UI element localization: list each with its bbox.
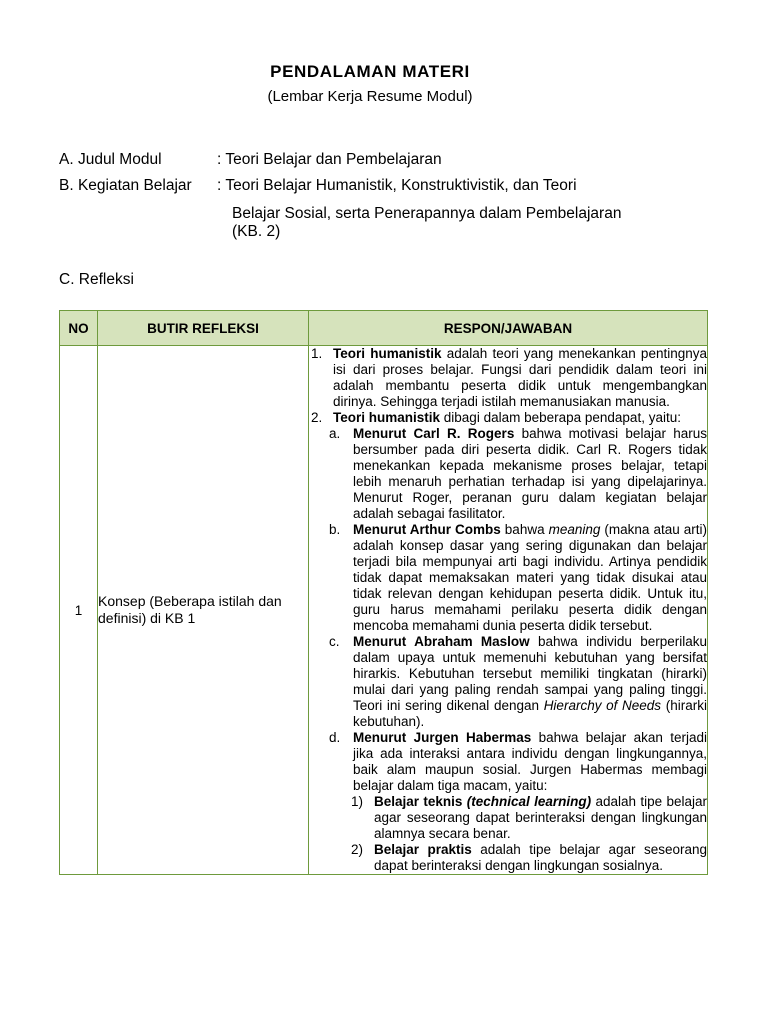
subpoint-b-combs — [309, 522, 707, 634]
subpoint-a-rogers — [309, 426, 707, 522]
term-bold: Menurut Abraham Maslow — [353, 634, 530, 649]
list-marker: b. — [329, 522, 341, 537]
document-title: PENDALAMAN MATERI — [270, 62, 470, 81]
list-marker: c. — [329, 634, 340, 649]
term-bold: Teori humanistik — [333, 410, 441, 425]
module-title-row — [59, 151, 442, 169]
term-bold: Belajar teknis — [374, 794, 463, 809]
response-cell — [309, 346, 708, 875]
section-reflection-heading: C. Refleksi — [59, 271, 134, 288]
point-text: bahwa individu berperilaku dalam upaya untuk memenuhi kebutuhan yang bersifat hirarkis. Kebutuhan tersebut memiliki tingkatan (hirarki) mulai dari yang paling rendah sampai yang paling tinggi. Teori ini sering dikenal dengan — [353, 634, 707, 713]
point-text: adalah tipe belajar agar seseorang dapat berinteraksi dengan lingkungan alamnya secara benar. — [374, 794, 707, 841]
point-text: adalah teori yang menekankan pentingnya isi dari proses belajar. Fungsi dari pendidik dalam teori ini adalah membantu peserta didik untuk mengembangkan dirinya. Sehingga terjadi istilah memanusiakan manusia. — [333, 346, 707, 409]
list-marker: a. — [329, 426, 341, 441]
point-text: (hirarki kebutuhan). — [353, 698, 707, 729]
point-text: (makna atau arti) adalah konsep dasar yang sering digunakan dan belajar terjadi bila mempunyai arti bagi individu. Artinya pendidik tidak dapat memaksakan materi yang tidak disukai atau tidak relevan dengan kehidupan peserta didik. Untuk itu, guru harus memahami perilaku peserta didik dengan mencoba memahami dunia peserta didik tersebut. — [353, 522, 707, 633]
response-point-1 — [309, 346, 707, 410]
reflection-table — [59, 310, 708, 875]
header-butir-refleksi: BUTIR REFLEKSI — [98, 311, 309, 346]
module-title-label: A. Judul Modul — [59, 151, 162, 168]
term-bold: Belajar praktis — [374, 842, 472, 857]
learning-activity-continuation-1: Belajar Sosial, serta Penerapannya dalam Pembelajaran — [232, 205, 622, 222]
habermas-type-1 — [309, 794, 707, 842]
list-marker: 1. — [311, 346, 323, 361]
row-number: 1 — [60, 346, 98, 875]
learning-activity-value: : Teori Belajar Humanistik, Konstruktivistik, dan Teori — [217, 177, 577, 194]
point-text: adalah tipe belajar agar seseorang dapat berinteraksi dengan lingkungan sosialnya. — [374, 842, 707, 873]
list-marker: 1) — [351, 794, 364, 809]
response-point-2 — [309, 410, 707, 426]
learning-activity-row — [59, 177, 577, 195]
list-marker: 2) — [351, 842, 364, 857]
list-marker: 2. — [311, 410, 323, 425]
learning-activity-continuation-2: (KB. 2) — [232, 223, 281, 240]
reflection-item: Konsep (Beberapa istilah dan definisi) di KB 1 — [98, 346, 309, 875]
learning-activity-label: B. Kegiatan Belajar — [59, 177, 192, 194]
point-text: bahwa belajar akan terjadi jika ada interaksi antara individu dengan lingkungannya, baik alam maupun sosial. Jurgen Habermas membagi belajar dalam tiga macam, yaitu: — [353, 730, 707, 793]
subpoint-d-habermas — [309, 730, 707, 794]
habermas-type-2 — [309, 842, 707, 874]
table-header-row — [60, 311, 708, 346]
point-text: bahwa motivasi belajar harus bersumber pada diri peserta didik. Carl R. Rogers tidak menekankan kepada mekanisme proses belajar, tetapi lebih menaruh perhatian terhadap isi yang dipelajarinya. Menurut Roger, peranan guru dalam kegiatan belajar adalah sebagai fasilitator. — [353, 426, 707, 521]
point-text: bahwa — [500, 522, 549, 537]
term-bold: Teori humanistik — [333, 346, 442, 361]
document-subtitle: (Lembar Kerja Resume Modul) — [267, 88, 473, 105]
term-bold: Menurut Carl R. Rogers — [353, 426, 515, 441]
term-bold-italic: (technical learning) — [466, 794, 592, 809]
term-italic: meaning — [548, 522, 601, 537]
header-respon-jawaban: RESPON/JAWABAN — [309, 311, 708, 346]
term-italic: Hierarchy of Needs — [543, 698, 662, 713]
point-text: dibagi dalam beberapa pendapat, yaitu: — [440, 410, 681, 425]
header-no: NO — [60, 311, 98, 346]
term-bold: Menurut Arthur Combs — [353, 522, 501, 537]
list-marker: d. — [329, 730, 341, 745]
subpoint-c-maslow — [309, 634, 707, 730]
table-row — [60, 346, 708, 875]
term-bold: Menurut Jurgen Habermas — [353, 730, 532, 745]
module-title-value: : Teori Belajar dan Pembelajaran — [217, 151, 442, 168]
